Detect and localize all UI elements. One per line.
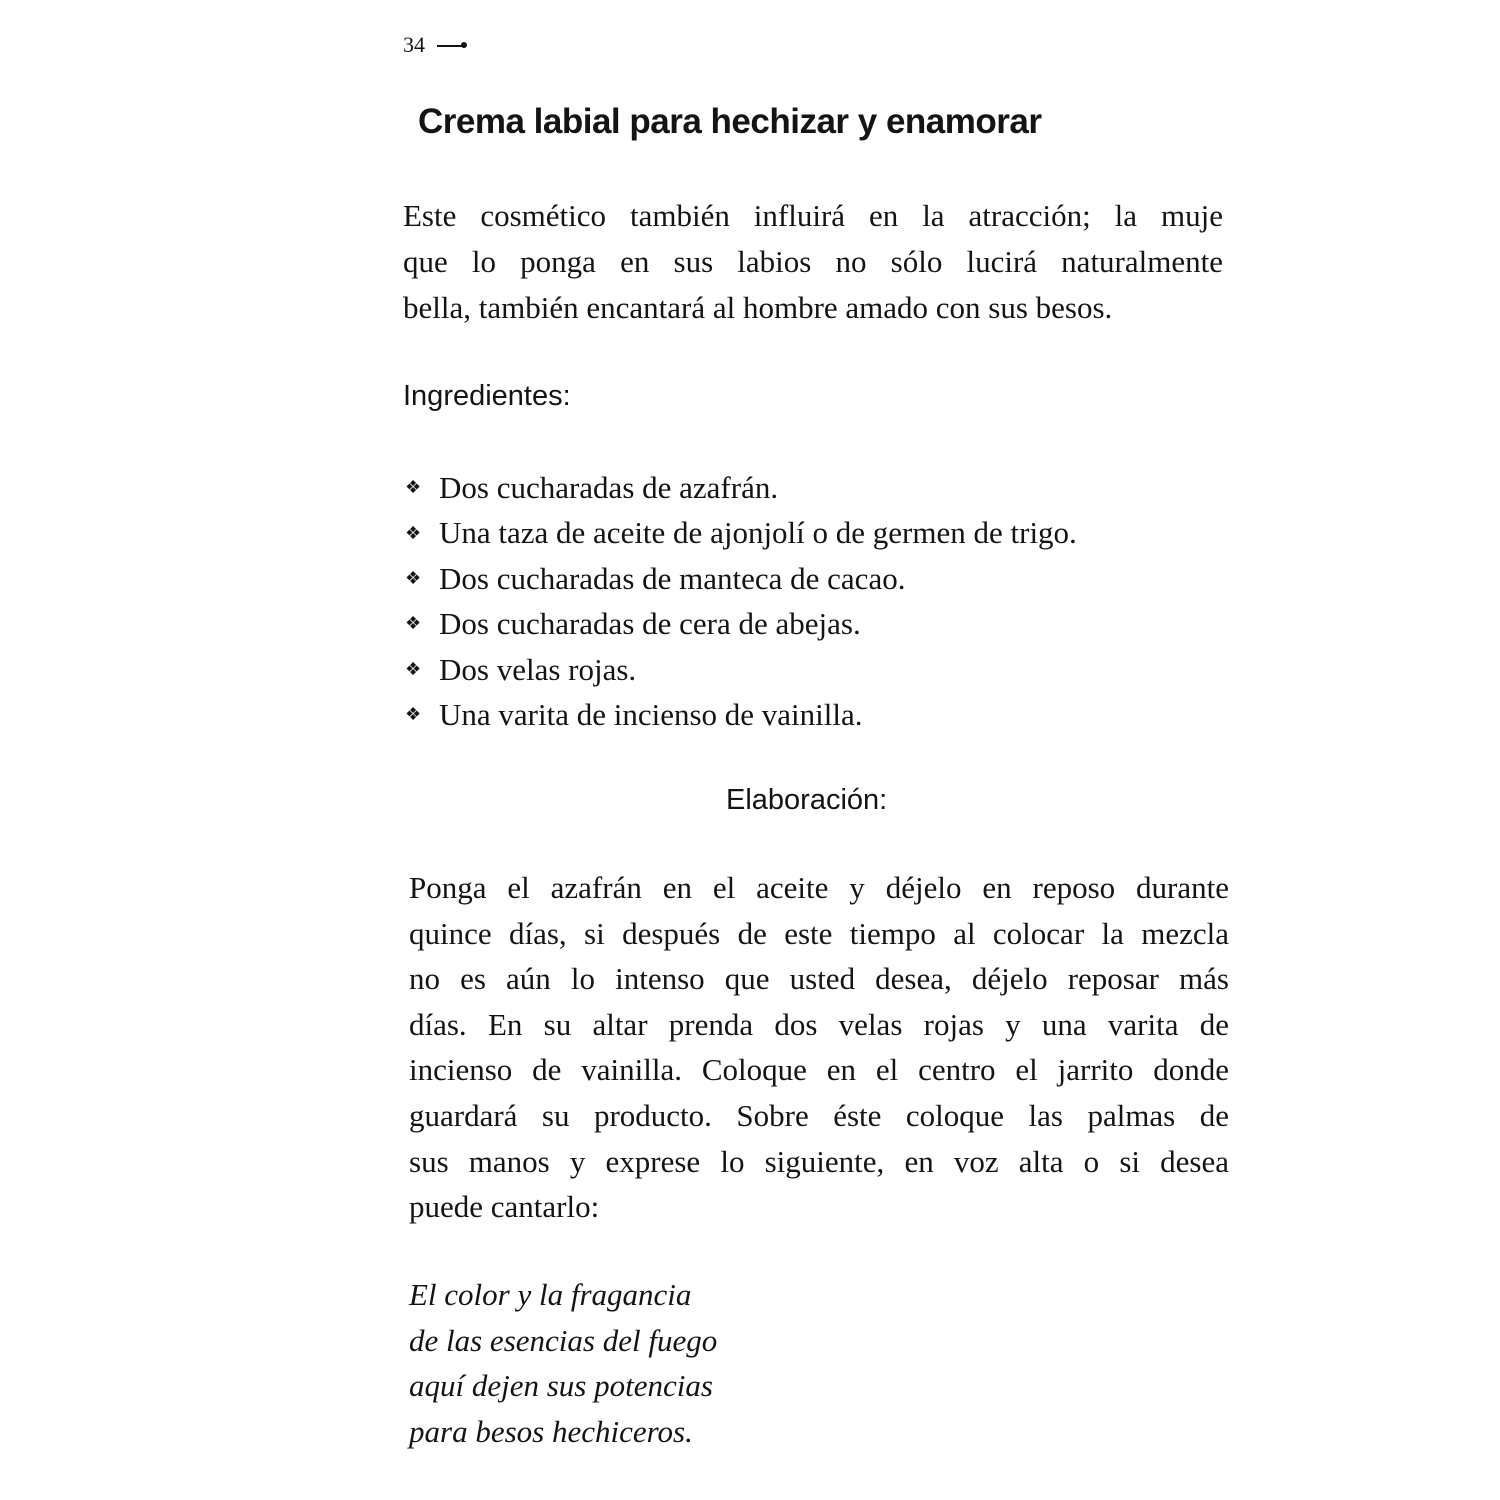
elaboration-line: sus manos y exprese lo siguiente, en voz alta o si desea [409, 1143, 1229, 1179]
verse [409, 1272, 717, 1454]
diamond-bullet-icon: ❖ [405, 568, 422, 589]
page-title: Crema labial para hechizar y enamorar [418, 102, 1042, 141]
intro-line: que lo ponga en sus labios no sólo lucirá naturalmente [403, 244, 1223, 279]
ingredient-text: Dos cucharadas de cera de abejas. [439, 606, 861, 642]
arrow-right-icon [437, 45, 463, 47]
list-item [403, 510, 1077, 555]
list-item [403, 692, 1077, 737]
ingredient-text: Dos velas rojas. [439, 651, 637, 687]
verse-line: aquí dejen sus potencias [409, 1368, 713, 1403]
verse-line: El color y la fragancia [409, 1277, 692, 1312]
diamond-bullet-icon: ❖ [405, 658, 422, 679]
elaboration-line: guardará su producto. Sobre éste coloque las palmas de [409, 1097, 1229, 1133]
list-item [403, 647, 1077, 692]
diamond-bullet-icon: ❖ [405, 613, 422, 634]
elaboration-heading: Elaboración: [726, 784, 888, 816]
ingredients-heading: Ingredientes: [403, 380, 571, 412]
elaboration-line: Ponga el azafrán en el aceite y déjelo en reposo durante [409, 870, 1229, 905]
ingredient-text: Dos cucharadas de azafrán. [439, 470, 779, 505]
verse-line: para besos hechiceros. [409, 1413, 693, 1449]
intro-line: Este cosmético también influirá en la atracción; la muje [403, 198, 1223, 233]
elaboration-line: no es aún lo intenso que usted desea, déjelo reposar más [409, 961, 1229, 997]
elaboration-line: quince días, si después de este tiempo al colocar la mezcla [409, 915, 1229, 951]
ingredients-list [403, 465, 1077, 737]
diamond-bullet-icon: ❖ [405, 704, 422, 725]
list-item [403, 556, 1077, 601]
running-head [403, 30, 463, 60]
list-item [403, 465, 1077, 510]
elaboration-paragraph [409, 865, 1229, 1230]
diamond-bullet-icon: ❖ [405, 522, 422, 543]
intro-paragraph [403, 193, 1223, 331]
ingredient-text: Una taza de aceite de ajonjolí o de germen de trigo. [439, 515, 1077, 551]
intro-line: bella, también encantará al hombre amado con sus besos. [403, 290, 1113, 325]
page-number: 34 [403, 32, 425, 57]
diamond-bullet-icon: ❖ [405, 477, 422, 498]
verse-line: de las esencias del fuego [409, 1322, 718, 1358]
elaboration-line: incienso de vainilla. Coloque en el centro el jarrito donde [409, 1052, 1229, 1088]
ingredient-text: Dos cucharadas de manteca de cacao. [439, 560, 906, 596]
elaboration-line: puede cantarlo: [409, 1189, 600, 1225]
elaboration-line: días. En su altar prenda dos velas rojas y una varita de [409, 1006, 1229, 1042]
list-item [403, 601, 1077, 646]
ingredient-text: Una varita de incienso de vainilla. [439, 697, 863, 733]
